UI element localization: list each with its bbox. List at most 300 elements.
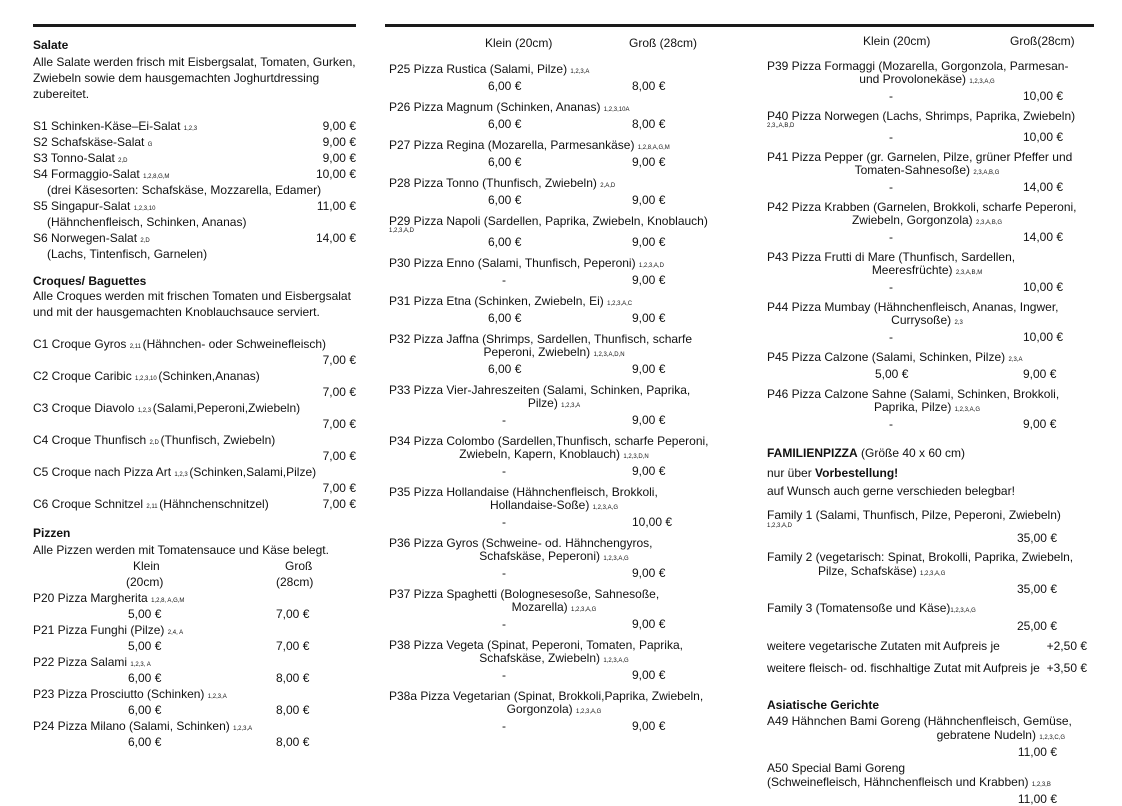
croque-name: C4 Croque Thunfisch [33,433,150,447]
price-small: 6,00 € [488,79,522,93]
allergen-codes: 1,2,3,A [561,403,581,409]
pizza-name: P31 Pizza Etna (Schinken, Zwiebeln, Ei) [389,294,608,308]
pizza-cont [389,397,719,413]
price-large: 14,00 € [1023,180,1064,194]
allergen-codes: 1,2,8,G,M [143,174,170,180]
pizza-item [389,689,719,733]
pizza-prices [33,734,356,750]
top-rule-left [33,24,356,27]
salad-desc: (drei Käsesorten: Schafskäse, Mozzarella, Edamer) [47,183,322,197]
croque-price-row [33,416,356,432]
family-cont [767,564,1087,581]
pizza-item [33,718,356,734]
family-item [767,601,1087,634]
pizza-item [389,587,719,631]
price-small: - [889,89,893,103]
asia-price-row [767,792,1087,806]
croque-desc: (Salami,Peperoni,Zwiebeln) [152,401,301,415]
salad-name: S5 Singapur-Salat [33,199,134,213]
pizza-cont [389,703,719,719]
price-large: 7,00 € [276,639,310,653]
family-price: 35,00 € [1016,582,1057,596]
pizza-cont [767,73,1087,89]
salate-intro: Alle Salate werden frisch mit Eisbergsalat, Tomaten, Gurken, Zwiebeln sowie dem hausgemachten Joghurtdressing zubereitet. [33,55,356,101]
price-small: - [502,566,506,580]
croque-price: 7,00 € [322,497,356,511]
salad-item [33,134,356,150]
allergen-codes: 1,2,3,A,D [389,228,415,234]
allergen-codes: 1,2,3,A,G [954,407,981,413]
family-name [767,601,1087,618]
croque-price-row [33,352,356,368]
asia-title: Asiatische Gerichte [767,698,880,712]
pizza-item [389,638,719,682]
price-small: - [889,130,893,144]
pizza-name: P39 Pizza Formaggi (Mozarella, Gorgonzola, Parmesan- [767,59,1069,73]
family-price-row [767,618,1087,634]
price-large: 10,00 € [1023,130,1064,144]
allergen-codes: 1,2,3,A,G [571,607,597,613]
pizza-title [767,300,1087,314]
price-small: 6,00 € [488,117,522,131]
pizza-prices [389,362,719,376]
price-small: - [889,180,893,194]
price-small: - [889,280,893,294]
price-large: 10,00 € [632,515,673,529]
salad-item [33,118,356,134]
pizza-title [389,294,719,311]
allergen-codes: 1,2,3 [174,472,190,478]
pizza-name: P22 Pizza Salami [33,655,131,669]
allergen-codes: 1,2,3 [183,126,198,132]
allergen-codes: 1,2,3,10 [135,376,159,382]
col3-hdr-gross: Groß(28cm) [1010,34,1075,48]
pizza-item [767,250,1087,294]
pizzen-list [33,590,356,750]
pizza-cont-text: Gorgonzola) [506,702,576,716]
pizza-name: P38 Pizza Vegeta (Spinat, Peperoni, Tomaten, Paprika, [389,638,683,652]
col3-hdr-klein: Klein (20cm) [863,34,931,48]
asia-item [767,714,1087,759]
pizza-title [389,62,719,79]
price-small: 6,00 € [488,311,522,325]
allergen-codes: 1,2,8, A,G,M [151,598,185,604]
salad-item [33,230,356,246]
croque-desc: (Hähnchenschnitzel) [159,497,269,511]
price-large: 9,00 € [632,311,666,325]
allergen-codes: 1,2,3,A,G [576,709,602,715]
croque-price: 7,00 € [322,385,356,399]
price-small: 6,00 € [488,235,522,249]
family-price-row [767,581,1087,597]
croque-name: C5 Croque nach Pizza Art [33,465,175,479]
price-large: 10,00 € [1023,89,1064,103]
pizza-name: P24 Pizza Milano (Salami, Schinken) [33,719,234,733]
pizza-prices [389,235,719,249]
pizza-cont [389,550,719,566]
allergen-codes: 1,2,3,A,C [607,301,633,307]
pizza-item [389,383,719,427]
pizza-name: P30 Pizza Enno (Salami, Thunfisch, Peperoni) [389,256,639,270]
pizza-cont-text: Peperoni, Zwiebeln) [483,345,594,359]
pizza-title [767,250,1087,264]
pizza-name: P40 Pizza Norwegen (Lachs, Shrimps, Paprika, Zwiebeln) [767,109,1076,123]
croque-name: C2 Croque Caribic [33,369,136,383]
allergen-codes: 2,4, A [167,630,184,636]
asia-list [767,714,1087,806]
allergen-codes: 1,2,3,A,G [603,658,629,664]
allergen-codes: 2,3,,A,B,D [767,123,795,129]
pizza-item [389,100,719,131]
pizza-name: P25 Pizza Rustica (Salami, Pilze) [389,62,571,76]
pizza-prices [767,130,1087,144]
family-title: FAMILIENPIZZA [767,446,858,460]
asia-name: A50 Special Bami Goreng [767,761,906,775]
allergen-codes: 1,2,3,A,G [950,608,976,614]
allergen-codes: G [147,142,153,148]
pizza-title [389,383,719,397]
price-large: 9,00 € [1023,417,1057,431]
croque-item [33,368,356,384]
pizza-name: P42 Pizza Krabben (Garnelen, Brokkoli, scharfe Peperoni, [767,200,1077,214]
pizza-item [389,62,719,93]
pizza-prices [389,566,719,580]
price-large: 8,00 € [276,735,310,749]
pizza-cont [389,346,719,362]
pizza-title [767,387,1087,401]
allergen-codes: 1,2,3,D,N [623,454,649,460]
croque-item [33,496,356,512]
col3-list [767,59,1087,431]
pizza-prices [389,193,719,207]
pizza-prices [33,638,356,654]
allergen-codes: 1,2,3,A,D,N [593,352,625,358]
allergen-codes: 1,2,3,B [1031,782,1051,788]
pizza-item [33,654,356,670]
price-small: - [502,515,506,529]
allergen-codes: 1,2,3,10A [603,107,630,113]
family-item [767,550,1087,597]
allergen-codes: 2,3 [954,320,963,326]
pizza-item [767,350,1087,381]
pizza-prices [33,606,356,622]
familienpizza-block [767,445,1087,806]
pizza-cont [767,214,1087,230]
croques-list [33,336,356,512]
croque-desc: (Thunfisch, Zwiebeln) [160,433,276,447]
pizza-cont [389,652,719,668]
pizza-title [389,536,719,550]
allergen-codes: 2,3,A,B,M [955,270,983,276]
price-large: 9,00 € [632,464,666,478]
pizza-prices [389,413,719,427]
asia-item [767,761,1087,806]
family-name [767,508,1087,522]
price-small: 6,00 € [488,155,522,169]
croque-price-row [33,480,356,496]
extra2-label: weitere fleisch- od. fischhaltige Zutat mit Aufpreis je [767,661,1040,675]
family-price: 35,00 € [1016,531,1057,545]
col-klein-size: (20cm) [126,575,164,589]
asia-name: A49 Hähnchen Bami Goreng (Hähnchenfleisch, Gemüse, [767,714,1072,728]
salad-desc: (Lachs, Tintenfisch, Garnelen) [47,247,208,261]
pizza-prices [389,617,719,631]
croque-name: C3 Croque Diavolo [33,401,138,415]
pizza-prices [767,230,1087,244]
pizza-cont-text: Mozarella) [511,600,571,614]
price-large: 10,00 € [1023,280,1064,294]
pizza-prices [767,280,1087,294]
pizza-cont-text: Zwiebeln, Kapern, Knoblauch) [459,447,624,461]
pizza-title [389,256,719,273]
pizza-cont-text: Meeresfrüchte) [871,263,956,277]
extra-veg [767,638,1087,654]
pizza-item [767,109,1087,144]
pizza-title [389,434,719,448]
pizza-name: P45 Pizza Calzone (Salami, Schinken, Pilze) [767,350,1009,364]
price-small: - [889,230,893,244]
allergen-codes: 2,D [140,238,150,244]
allergen-codes: 2,3,A,B,G [973,170,1000,176]
pizza-item [389,536,719,580]
pizza-title [389,100,719,117]
family-text: Family 2 (vegetarisch: Spinat, Brokolli, Paprika, Zwiebeln, [767,550,1074,564]
price-large: 9,00 € [632,413,666,427]
pizza-name: P46 Pizza Calzone Sahne (Salami, Schinken, Brokkoli, [767,387,1060,401]
allergen-codes: 2,11 [146,504,160,510]
salad-price: 14,00 € [315,231,356,245]
pizza-title [767,109,1087,123]
family-text: Family 3 (Tomatensoße und Käse) [767,601,951,615]
pizza-prices [389,515,719,529]
col2-hdr-klein: Klein (20cm) [485,36,553,50]
pizza-cont [767,314,1087,330]
price-large: 8,00 € [632,79,666,93]
allergen-codes: 1,2,3,A,D [767,523,793,529]
croque-price: 7,00 € [322,449,356,463]
allergen-codes: 2,D [149,440,161,446]
pizza-cont-text: Zwiebeln, Gorgonzola) [851,213,977,227]
price-large: 9,00 € [632,193,666,207]
salad-name: S2 Schafskäse-Salat [33,135,148,149]
salad-price: 9,00 € [322,151,356,165]
asia-cont-text: (Schweinefleisch, Hähnchenfleisch und Krabben) [767,775,1032,789]
croque-desc: (Schinken,Salami,Pilze) [189,465,317,479]
family-list [767,508,1087,634]
pizza-title [389,689,719,703]
pizza-name: P23 Pizza Prosciutto (Schinken) [33,687,208,701]
allergen-codes: 1,2,3 [137,408,153,414]
pizza-item [33,622,356,638]
pizza-title [389,176,719,193]
price-large: 9,00 € [1023,367,1057,381]
pizza-name: P37 Pizza Spaghetti (Bolognesesoße, Sahnesoße, [389,587,660,601]
allergen-codes: 2,D [118,158,128,164]
price-large: 8,00 € [276,703,310,717]
price-small: - [502,273,506,287]
allergen-codes: 2,A,D [600,183,616,189]
allergen-codes: 1,2,3,A [207,694,227,700]
family-price: 25,00 € [1016,619,1057,633]
salate-list [33,118,356,262]
col-klein: Klein [133,559,160,573]
pizza-prices [767,89,1087,103]
salad-item [33,150,356,166]
pizzen-intro: Alle Pizzen werden mit Tomatensauce und Käse belegt. [33,543,329,557]
pizza-item [389,332,719,376]
price-small: 5,00 € [128,639,162,653]
price-small: 5,00 € [875,367,909,381]
salad-name: S3 Tonno-Salat [33,151,119,165]
croque-price-row [33,384,356,400]
family-cont-text: Pilze, Schafskäse) [818,564,921,578]
column-left [33,38,356,750]
pizza-cont [767,401,1087,417]
croque-item [33,432,356,448]
col2-header [389,35,719,51]
pizza-cont-text: Paprika, Pilze) [873,400,955,414]
pizza-title [389,485,719,499]
pizza-title [389,587,719,601]
price-large: 9,00 € [632,617,666,631]
salad-item [33,166,356,182]
pizza-title [767,150,1087,164]
pizza-name: P26 Pizza Magnum (Schinken, Ananas) [389,100,604,114]
pizza-item [389,138,719,169]
croque-price: 7,00 € [322,417,356,431]
croque-name: C1 Croque Gyros [33,337,130,351]
pizza-prices [389,668,719,682]
pizza-cont [389,601,719,617]
price-small: - [889,330,893,344]
pizza-cont-text: Schafskäse, Peperoni) [479,549,604,563]
croque-name: C6 Croque Schnitzel [33,497,147,511]
price-small: 6,00 € [128,735,162,749]
pizza-name: P36 Pizza Gyros (Schweine- od. Hähnchengyros, [389,536,653,550]
extra2-price: +3,50 € [1046,661,1087,675]
pizza-title [767,200,1087,214]
pizza-title [389,138,719,155]
allergen-codes: 1,2,3,A,D [638,263,664,269]
pizza-cont [767,164,1087,180]
family-price-row [767,530,1087,546]
pizza-name: P32 Pizza Jaffna (Shrimps, Sardellen, Thunfisch, scharfe [389,332,693,346]
pizza-name: P35 Pizza Hollandaise (Hähnchenfleisch, Brokkoli, [389,485,658,499]
pizza-prices [389,155,719,169]
pizzen-header-sizes [33,574,356,590]
extra1-price: +2,50 € [1046,639,1087,653]
price-large: 9,00 € [632,362,666,376]
salad-name: S1 Schinken-Käse–Ei-Salat [33,119,184,133]
pizza-prices [389,719,719,733]
salad-desc: (Hähnchenfleisch, Schinken, Ananas) [47,215,247,229]
pizza-name: P21 Pizza Funghi (Pilze) [33,623,168,637]
pizza-title [389,332,719,346]
croque-desc: (Hähnchen- oder Schweinefleisch) [142,337,327,351]
family-note-1 [767,465,1087,481]
allergen-codes: 1,2,3, A [130,662,151,668]
price-small: 6,00 € [128,703,162,717]
family-heading [767,445,1087,461]
allergen-codes: 2,3,A,B,G [976,220,1003,226]
croque-price: 7,00 € [322,481,356,495]
asia-price: 11,00 € [1017,745,1057,759]
allergen-codes: 1,2,3,A,G [920,571,946,577]
salad-name: S6 Norwegen-Salat [33,231,141,245]
col2-hdr-gross: Groß (28cm) [629,36,698,50]
salad-price: 11,00 € [316,199,356,213]
extra1-label: weitere vegetarische Zutaten mit Aufpreis je [767,639,1000,653]
col2-list [389,62,719,733]
col-gross-size: (28cm) [276,575,314,589]
pizza-name: P20 Pizza Margherita [33,591,152,605]
pizza-cont-text: Tomaten-Sahnesoße) [854,163,974,177]
salad-price: 9,00 € [322,119,356,133]
allergen-codes: 1,2,8,A,G,M [637,145,670,151]
family-note1: nur über [767,466,812,480]
pizza-cont-text: Hollandaise-Soße) [489,498,593,512]
allergen-codes: 1,2,3,A [570,69,590,75]
asia-cont [767,728,1087,745]
price-large: 9,00 € [632,155,666,169]
extra-meat [767,660,1087,676]
pizza-prices [389,273,719,287]
pizza-title [389,638,719,652]
pizza-cont [389,448,719,464]
croques-title: Croques/ Baguettes [33,274,147,288]
price-small: - [889,417,893,431]
pizza-prices [389,79,719,93]
pizzen-title: Pizzen [33,526,71,540]
price-small: - [502,464,506,478]
croque-item [33,464,356,480]
pizza-title [767,59,1087,73]
pizza-cont-text: Currysoße) [891,313,955,327]
pizza-name: P38a Pizza Vegetarian (Spinat, Brokkoli,Paprika, Zwiebeln, [389,689,704,703]
pizza-title [767,350,1087,367]
pizza-item [389,214,719,249]
croques-intro: Alle Croques werden mit frischen Tomaten und Eisbergsalat und mit der hausgemachten Knoblauchsauce serviert. [33,289,351,319]
family-name [767,550,1087,564]
pizza-cont-text: und Provolonekäse) [859,72,970,86]
pizza-cont [767,264,1087,280]
pizza-item [767,200,1087,244]
price-large: 9,00 € [632,566,666,580]
price-small: 6,00 € [488,193,522,207]
price-small: 6,00 € [128,671,162,685]
croque-desc: (Schinken,Ananas) [158,369,260,383]
allergen-codes: 1,2,3,A,G [969,79,995,85]
price-large: 14,00 € [1023,230,1064,244]
croque-item [33,336,356,352]
pizza-name: P44 Pizza Mumbay (Hähnchenfleisch, Ananas, Ingwer, [767,300,1059,314]
asia-price: 11,00 € [1017,792,1057,806]
salad-price: 9,00 € [322,135,356,149]
price-small: - [502,719,506,733]
price-large: 9,00 € [632,235,666,249]
pizza-prices [767,330,1087,344]
col-gross: Groß [285,559,313,573]
croque-price: 7,00 € [322,353,356,367]
price-small: 5,00 € [128,607,162,621]
pizza-prices [767,180,1087,194]
pizza-item [389,434,719,478]
price-large: 9,00 € [632,668,666,682]
salate-title: Salate [33,38,69,52]
pizza-prices [389,311,719,325]
allergen-codes: 1,2,3,A [233,726,253,732]
allergen-codes: 1,2,3,A,G [603,556,629,562]
